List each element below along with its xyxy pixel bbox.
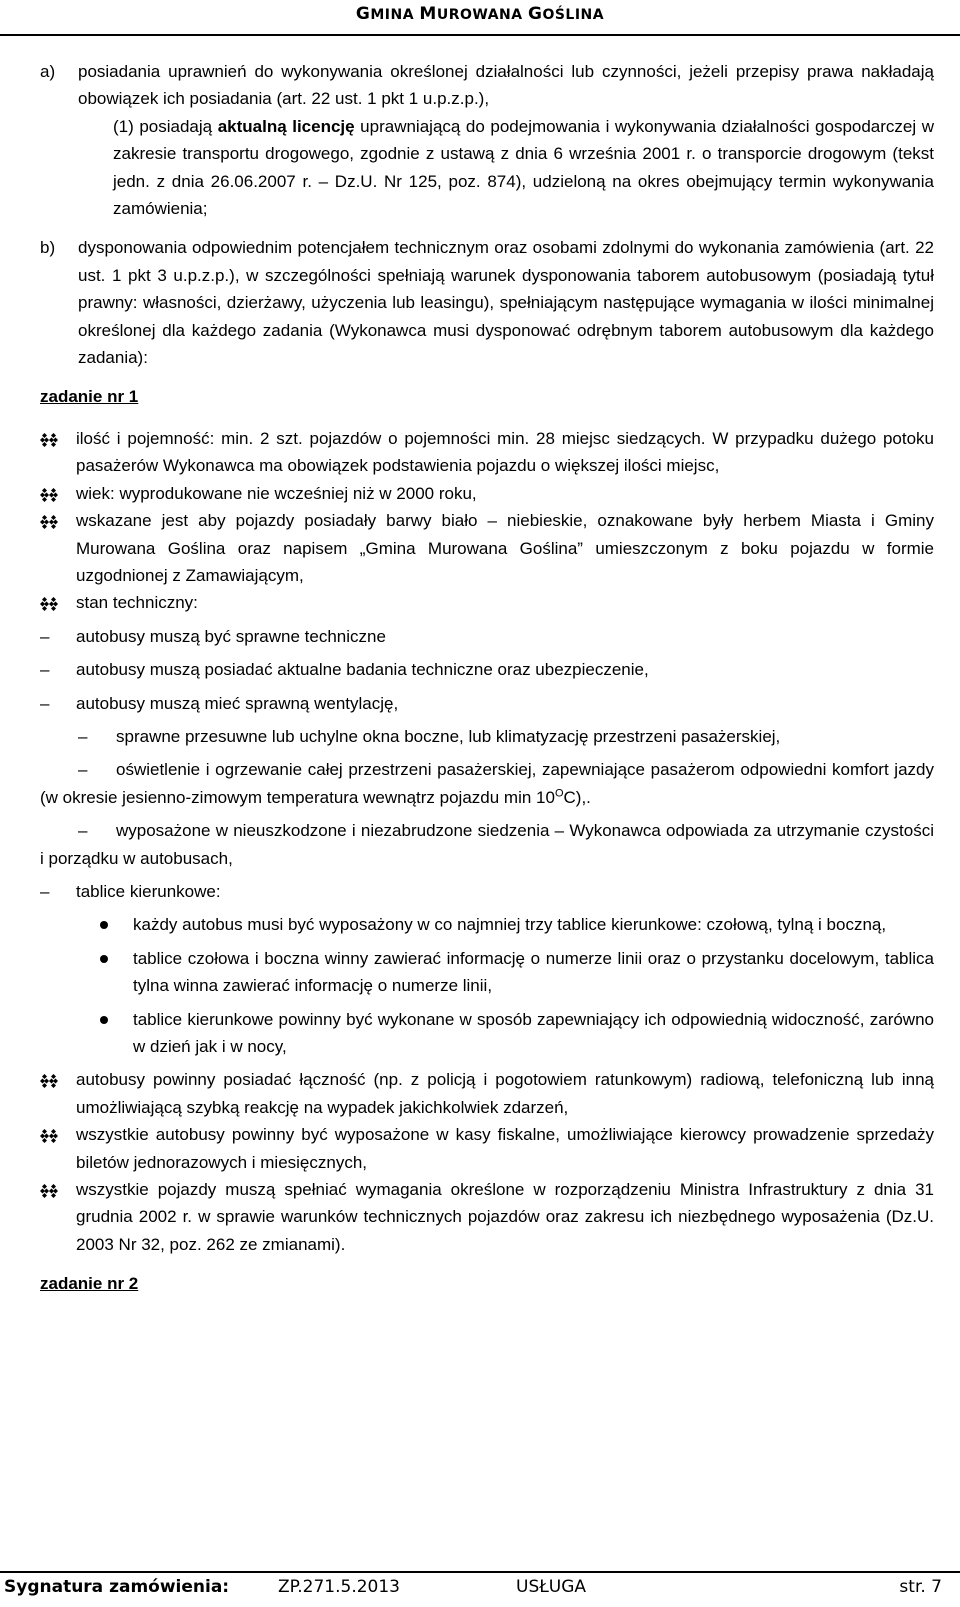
page-number: str. 7 xyxy=(899,1577,942,1597)
dot-item-text: tablice czołowa i boczna winny zawierać informację o numerze linii oraz o przystanku docelowym, tablica tylna winna zawierać informację o numerze linii, xyxy=(133,948,934,996)
diamond-bullet-icon xyxy=(40,597,58,611)
diamond-bullet-icon xyxy=(40,488,58,502)
page-footer xyxy=(0,1571,960,1607)
list-item xyxy=(40,507,934,589)
section-b xyxy=(40,234,934,371)
dash-marker: – xyxy=(40,881,50,901)
dash-item-text: sprawne przesuwne lub uchylne okna boczne, lub klimatyzację przestrzeni pasażerskiej, xyxy=(116,726,781,746)
dash-marker: – xyxy=(78,760,88,780)
dash-item xyxy=(40,690,934,717)
dash-marker: – xyxy=(78,821,88,841)
section-a xyxy=(40,58,934,113)
list-item xyxy=(40,1176,934,1258)
dash-item-text: autobusy muszą posiadać aktualne badania techniczne oraz ubezpieczenie, xyxy=(76,660,649,680)
dash-item-text: wyposażone w nieuszkodzone i niezabrudzone siedzenia – Wykonawca odpowiada za utrzymanie czystości i porządku w autobusach, xyxy=(40,821,934,868)
dot-item xyxy=(133,1006,934,1061)
list-item xyxy=(40,480,934,507)
dash-marker: – xyxy=(40,693,50,713)
list-item-text: wszystkie pojazdy muszą spełniać wymagania określone w rozporządzeniu Ministra Infrastruktury z dnia 31 grudnia 2002 r. w sprawie warunków technicznych pojazdów oraz zakresu ich niezbędnego wyposażenia (Dz.U. 2003 Nr 32, poz. 262 ze zmianami). xyxy=(76,1180,934,1254)
signature-number: ZP.271.5.2013 xyxy=(278,1577,400,1597)
section-a-subitem xyxy=(113,113,934,223)
dot-item xyxy=(133,945,934,1000)
dash-item-text: oświetlenie i ogrzewanie całej przestrzeni pasażerskiej, zapewniające pasażerom odpowiedni komfort jazdy (w okresie jesienno-zimowym temperatura wewnątrz pojazdu min 10 xyxy=(40,760,934,807)
header-word: GMINA xyxy=(355,4,420,24)
dash-item xyxy=(40,656,934,683)
dash-item xyxy=(40,623,934,650)
list-item xyxy=(40,1066,934,1121)
filled-dot-icon xyxy=(100,955,108,963)
subitem-prefix: (1) posiadają xyxy=(113,116,218,136)
page-header xyxy=(0,0,960,36)
heading-zadanie-2: zadanie nr 2 xyxy=(40,1274,139,1294)
list-item-text: stan techniczny: xyxy=(76,593,198,613)
dash-item xyxy=(40,817,934,872)
section-a-text: posiadania uprawnień do wykonywania określonej działalności lub czynności, jeżeli przepisy prawa nakładają obowiązek ich posiadania (art. 22 ust. 1 pkt 1 u.p.z.p.), xyxy=(78,62,934,109)
dot-item-text: każdy autobus musi być wyposażony w co najmniej trzy tablice kierunkowe: czołową, tylną i boczną, xyxy=(133,915,887,935)
list-item xyxy=(40,589,934,616)
list-item-text: wszystkie autobusy powinny być wyposażone w kasy fiskalne, umożliwiające kierowcy prowadzenie sprzedaży biletów jednorazowych i miesięcznych, xyxy=(76,1125,934,1172)
diamond-bullet-icon xyxy=(40,1184,58,1198)
section-b-text: dysponowania odpowiednim potencjałem technicznym oraz osobami zdolnymi do wykonania zamówienia (art. 22 ust. 1 pkt 3 u.p.z.p.), w szczególności spełniają warunek dysponowania taborem autobusowym (posiadają tytuł prawny: własności, dzierżawy, użyczenia lub leasingu), spełniającym następujące wymagania w ilości minimalnej określonej dla każdego zadania (Wykonawca musi dysponować odrębnym taborem autobusowym dla każdego zadania): xyxy=(78,238,934,368)
section-a-label: a) xyxy=(40,62,56,81)
dot-item-text: tablice kierunkowe powinny być wykonane w sposób zapewniający ich odpowiednią widoczność, zarówno w dzień jak i w nocy, xyxy=(133,1009,934,1056)
list-item xyxy=(40,425,934,480)
dash-item-text: autobusy muszą być sprawne techniczne xyxy=(76,626,386,646)
dash-marker: – xyxy=(78,726,88,746)
section-b-label: b) xyxy=(40,238,56,258)
list-item-text: wskazane jest aby pojazdy posiadały barwy biało – niebieskie, oznakowane były herbem Miasta i Gminy Murowana Goślina oraz napisem „Gmina Murowana Goślina” umieszczonym z boku pojazdu w formie uzgodnionej z Zamawiającym, xyxy=(76,511,934,585)
dash-marker: – xyxy=(40,660,50,680)
signature-label: Sygnatura zamówienia: xyxy=(4,1577,230,1597)
subitem-text: uprawniającą do podejmowania i wykonywania działalności gospodarczej w zakresie transportu drogowego, zgodnie z ustawą z dnia 6 września 2001 r. o transporcie drogowym (tekst jedn. z dnia 26.06.2007 r. – Dz.U. Nr 125, poz. 874), udzieloną na okres obejmujący termin wykonywania zamówienia; xyxy=(113,116,934,219)
header-title xyxy=(0,4,960,24)
filled-dot-icon xyxy=(100,921,108,929)
diamond-bullet-icon xyxy=(40,1074,58,1088)
dash-item-text: autobusy muszą mieć sprawną wentylację, xyxy=(76,693,399,713)
heading-zadanie-1: zadanie nr 1 xyxy=(40,387,139,407)
list-item xyxy=(40,1121,934,1176)
dash-item-text: C),. xyxy=(563,787,591,807)
order-type: USŁUGA xyxy=(516,1577,587,1597)
dash-marker: – xyxy=(40,626,50,646)
document-body xyxy=(40,58,934,1312)
dot-item xyxy=(133,911,934,938)
diamond-bullet-icon xyxy=(40,1129,58,1143)
list-item-text: autobusy powinny posiadać łączność (np. z policją i pogotowiem ratunkowym) radiową, telefoniczną lub inną umożliwiającą szybką reakcję na wypadek jakichkolwiek zdarzeń, xyxy=(76,1070,934,1117)
dash-item-text: tablice kierunkowe: xyxy=(76,881,221,901)
diamond-bullet-icon xyxy=(40,433,58,447)
licence-emphasis: aktualną licencję xyxy=(217,116,355,136)
list-item-text: ilość i pojemność: min. 2 szt. pojazdów o pojemności min. 28 miejsc siedzących. W przypadku dużego potoku pasażerów Wykonawca ma obowiązek podstawienia pojazdu o większej ilości miejsc, xyxy=(76,428,934,476)
dash-item xyxy=(40,723,934,750)
degree-superscript: O xyxy=(554,787,564,800)
list-item-text: wiek: wyprodukowane nie wcześniej niż w 2000 roku, xyxy=(76,483,477,503)
dash-item xyxy=(40,878,934,905)
dash-item xyxy=(40,756,934,811)
filled-dot-icon xyxy=(100,1016,108,1024)
header-word: GOŚLINA xyxy=(527,4,605,24)
header-word: MUROWANA xyxy=(419,4,528,24)
diamond-bullet-icon xyxy=(40,515,58,529)
